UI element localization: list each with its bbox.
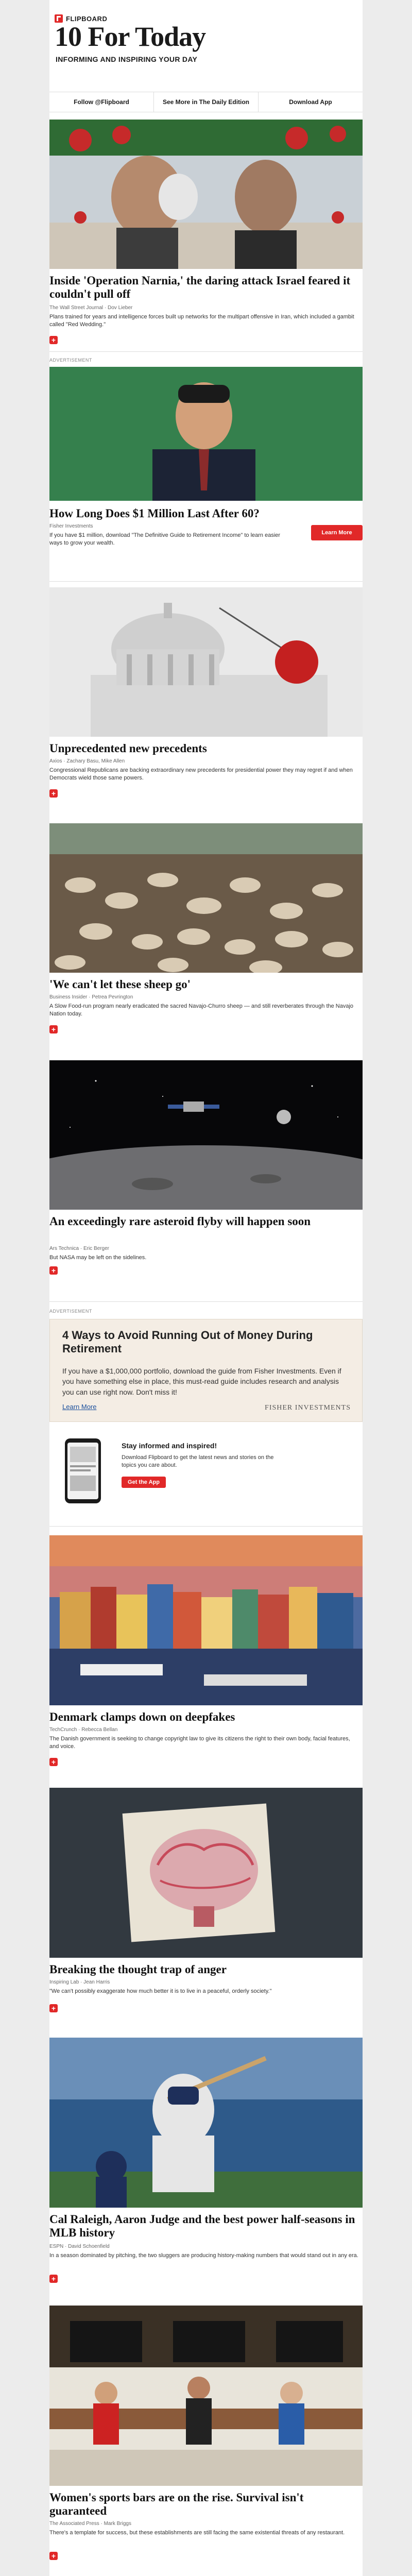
newsletter-title: 10 For Today bbox=[55, 21, 206, 52]
app-promo bbox=[49, 1435, 363, 1507]
add-plus-icon[interactable]: + bbox=[49, 1025, 58, 1033]
article-excerpt: Plans trained for years and intelligence forces built up networks for the multipart offensive in Iran, which included a gambit called "Red Wedding." bbox=[49, 314, 354, 328]
fisher-learn-more-link[interactable]: Learn More bbox=[62, 1403, 97, 1411]
article-photo[interactable] bbox=[49, 120, 363, 269]
article-card[interactable] bbox=[49, 823, 363, 1050]
ad-headline[interactable]: How Long Does $1 Million Last After 60? bbox=[49, 507, 260, 520]
article-excerpt: A Slow Food-run program nearly eradicated the sacred Navajo-Churro sheep — and still reverberates through the Navajo Nation today. bbox=[49, 1003, 354, 1018]
top-nav bbox=[49, 92, 363, 112]
ad-label: ADVERTISEMENT bbox=[49, 1309, 92, 1314]
article-excerpt: There's a template for success, but these establishments are still facing the same existential threats of any restaurant. bbox=[49, 2530, 345, 2536]
article-photo[interactable] bbox=[49, 823, 363, 973]
add-plus-icon[interactable]: + bbox=[49, 789, 58, 798]
add-plus-icon[interactable]: + bbox=[49, 1758, 58, 1766]
email-body bbox=[49, 0, 363, 2576]
ad-excerpt: If you have $1 million, download "The Definitive Guide to Retirement Income" to learn easier ways to grow your wealth. bbox=[49, 532, 281, 547]
article-photo[interactable] bbox=[49, 587, 363, 737]
article-card[interactable] bbox=[49, 587, 363, 814]
article-card[interactable] bbox=[49, 2038, 363, 2295]
article-byline: Ars Technica · Eric Berger bbox=[49, 1246, 109, 1251]
fisher-brand-logo: FISHER INVESTMENTS bbox=[265, 1404, 351, 1412]
add-plus-icon[interactable]: + bbox=[49, 2275, 58, 2283]
article-headline[interactable]: An exceedingly rare asteroid flyby will happen soon bbox=[49, 1215, 311, 1228]
article-headline[interactable]: Denmark clamps down on deepfakes bbox=[49, 1710, 235, 1723]
article-byline: ESPN · David Schoenfield bbox=[49, 2244, 110, 2249]
article-photo[interactable] bbox=[49, 1060, 363, 1210]
article-byline: TechCrunch · Rebecca Bellan bbox=[49, 1727, 118, 1733]
article-photo[interactable] bbox=[49, 2038, 363, 2208]
article-byline: The Associated Press · Mark Briggs bbox=[49, 2521, 131, 2527]
article-card[interactable] bbox=[49, 1060, 363, 1292]
article-excerpt: In a season dominated by pitching, the two sluggers are producing history-making numbers that would stand out in any era. bbox=[49, 2252, 358, 2259]
article-byline: The Wall Street Journal · Dov Lieber bbox=[49, 305, 133, 311]
phone-mockup-icon bbox=[49, 1437, 116, 1504]
ad-label: ADVERTISEMENT bbox=[49, 358, 92, 363]
add-plus-icon[interactable]: + bbox=[49, 2004, 58, 2012]
nav-follow-link[interactable]: Follow @Flipboard bbox=[49, 92, 154, 112]
promo-body: Download Flipboard to get the latest news and stories on the topics you care about. bbox=[122, 1454, 274, 1469]
ad-card[interactable] bbox=[49, 358, 363, 574]
article-headline[interactable]: 'We can't let these sheep go' bbox=[49, 978, 191, 991]
article-headline[interactable]: Women's sports bars are on the rise. Survival isn't guaranteed bbox=[49, 2491, 304, 2518]
article-byline: Inspiring Lab · Jean Harris bbox=[49, 1979, 110, 1985]
fisher-ad-body: If you have a $1,000,000 portfolio, download the guide from Fisher Investments. Even if you have something else in place, this must-read guide includes research and analysis you can use right now. Don't miss it! bbox=[62, 1367, 341, 1396]
article-card[interactable] bbox=[49, 2306, 363, 2573]
promo-headline: Stay informed and inspired! bbox=[122, 1442, 217, 1450]
article-photo[interactable] bbox=[49, 2306, 363, 2486]
nav-see-more-link[interactable]: See More in The Daily Edition bbox=[154, 92, 259, 112]
article-card[interactable] bbox=[49, 1788, 363, 2030]
article-card[interactable] bbox=[49, 120, 363, 346]
article-headline[interactable]: Cal Raleigh, Aaron Judge and the best power half-seasons in MLB history bbox=[49, 2213, 355, 2240]
article-excerpt: Congressional Republicans are backing extraordinary new precedents for presidential power they may regret if and when Democrats wield those same powers. bbox=[49, 767, 353, 782]
article-excerpt: But NASA may be left on the sidelines. bbox=[49, 1255, 147, 1261]
article-byline: Business Insider · Petrea Pevrington bbox=[49, 994, 133, 1000]
get-app-button[interactable]: Get the App bbox=[122, 1477, 166, 1488]
brand-name: FLIPBOARD bbox=[66, 14, 108, 23]
ad-sponsor: Fisher Investments bbox=[49, 523, 93, 529]
article-excerpt: "We can't possibly exaggerate how much better it is to live in a peaceful, orderly society." bbox=[49, 1988, 272, 1994]
learn-more-button[interactable]: Learn More bbox=[311, 525, 363, 540]
divider bbox=[49, 1526, 363, 1527]
divider bbox=[49, 351, 363, 352]
article-headline[interactable]: Breaking the thought trap of anger bbox=[49, 1963, 227, 1976]
article-photo[interactable] bbox=[49, 1535, 363, 1705]
newsletter-tagline: INFORMING AND INSPIRING YOUR DAY bbox=[56, 55, 198, 63]
divider bbox=[49, 581, 363, 582]
article-excerpt: The Danish government is seeking to change copyright law to give its citizens the right to their own body, facial features, and voice. bbox=[49, 1736, 350, 1750]
article-photo[interactable] bbox=[49, 1788, 363, 1958]
add-plus-icon[interactable]: + bbox=[49, 2552, 58, 2560]
add-plus-icon[interactable]: + bbox=[49, 1266, 58, 1275]
article-byline: Axios · Zachary Basu, Mike Allen bbox=[49, 758, 125, 764]
ad-photo[interactable] bbox=[49, 367, 363, 501]
article-headline[interactable]: Unprecedented new precedents bbox=[49, 742, 207, 755]
fisher-ad-headline[interactable]: 4 Ways to Avoid Running Out of Money During Retirement bbox=[62, 1329, 313, 1355]
article-card[interactable] bbox=[49, 1535, 363, 1777]
fisher-ad[interactable] bbox=[49, 1319, 363, 1422]
add-plus-icon[interactable]: + bbox=[49, 336, 58, 344]
divider bbox=[49, 1301, 363, 1302]
nav-download-link[interactable]: Download App bbox=[289, 98, 332, 106]
article-headline[interactable]: Inside 'Operation Narnia,' the daring attack Israel feared it couldn't pull off bbox=[49, 274, 351, 301]
